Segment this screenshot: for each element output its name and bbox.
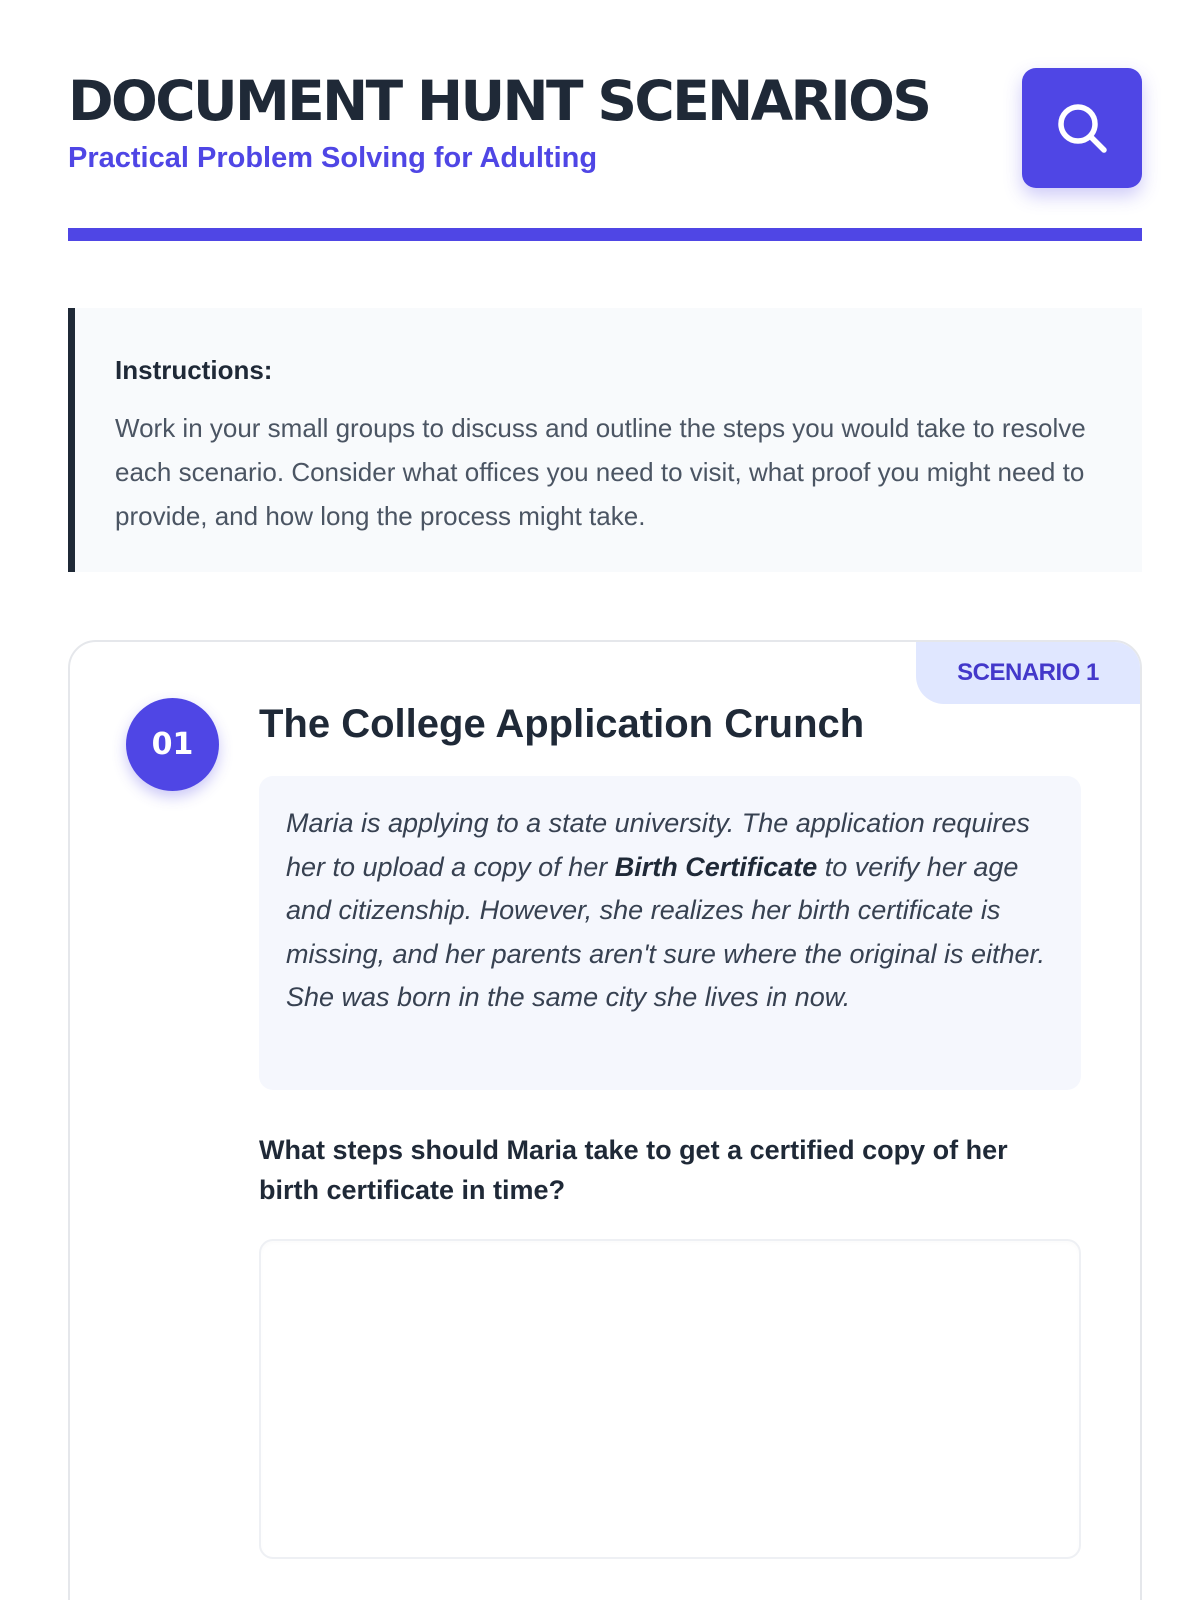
answer-textarea[interactable] <box>259 1239 1081 1559</box>
instructions-panel <box>68 308 1142 572</box>
scenario-question: What steps should Maria take to get a certified copy of her birth certificate in time? <box>259 1135 1008 1205</box>
scenario-card <box>68 640 1142 1600</box>
scenario-tag: SCENARIO 1 <box>916 642 1140 704</box>
search-button[interactable] <box>1022 68 1142 188</box>
instructions-heading: Instructions: <box>115 355 273 385</box>
scenario-title: The College Application Crunch <box>259 702 865 746</box>
scenario-story <box>259 776 1081 1090</box>
header-divider <box>68 228 1142 241</box>
instructions-body: Work in your small groups to discuss and outline the steps you would take to resolve each scenario. Consider what offices you need to visit, what proof you might need to provide, and how long the process might take. <box>115 413 1086 531</box>
scenario-number-badge: 01 <box>126 698 219 791</box>
page-title: DOCUMENT HUNT SCENARIOS <box>68 69 930 133</box>
scenario-story-text: Maria is applying to a state university. The application requires her to upload a copy of her <box>286 808 1030 882</box>
scenario-story-text-continued: to verify her age and citizenship. However, she realizes her birth certificate is missing, and her parents aren't sure where the original is either. She was born in the same city she lives in now. <box>286 851 1046 1012</box>
page-subtitle: Practical Problem Solving for Adulting <box>68 142 598 174</box>
page-header <box>68 68 1142 188</box>
search-icon <box>1053 99 1111 157</box>
scenario-story-emphasis: Birth Certificate <box>614 851 818 882</box>
